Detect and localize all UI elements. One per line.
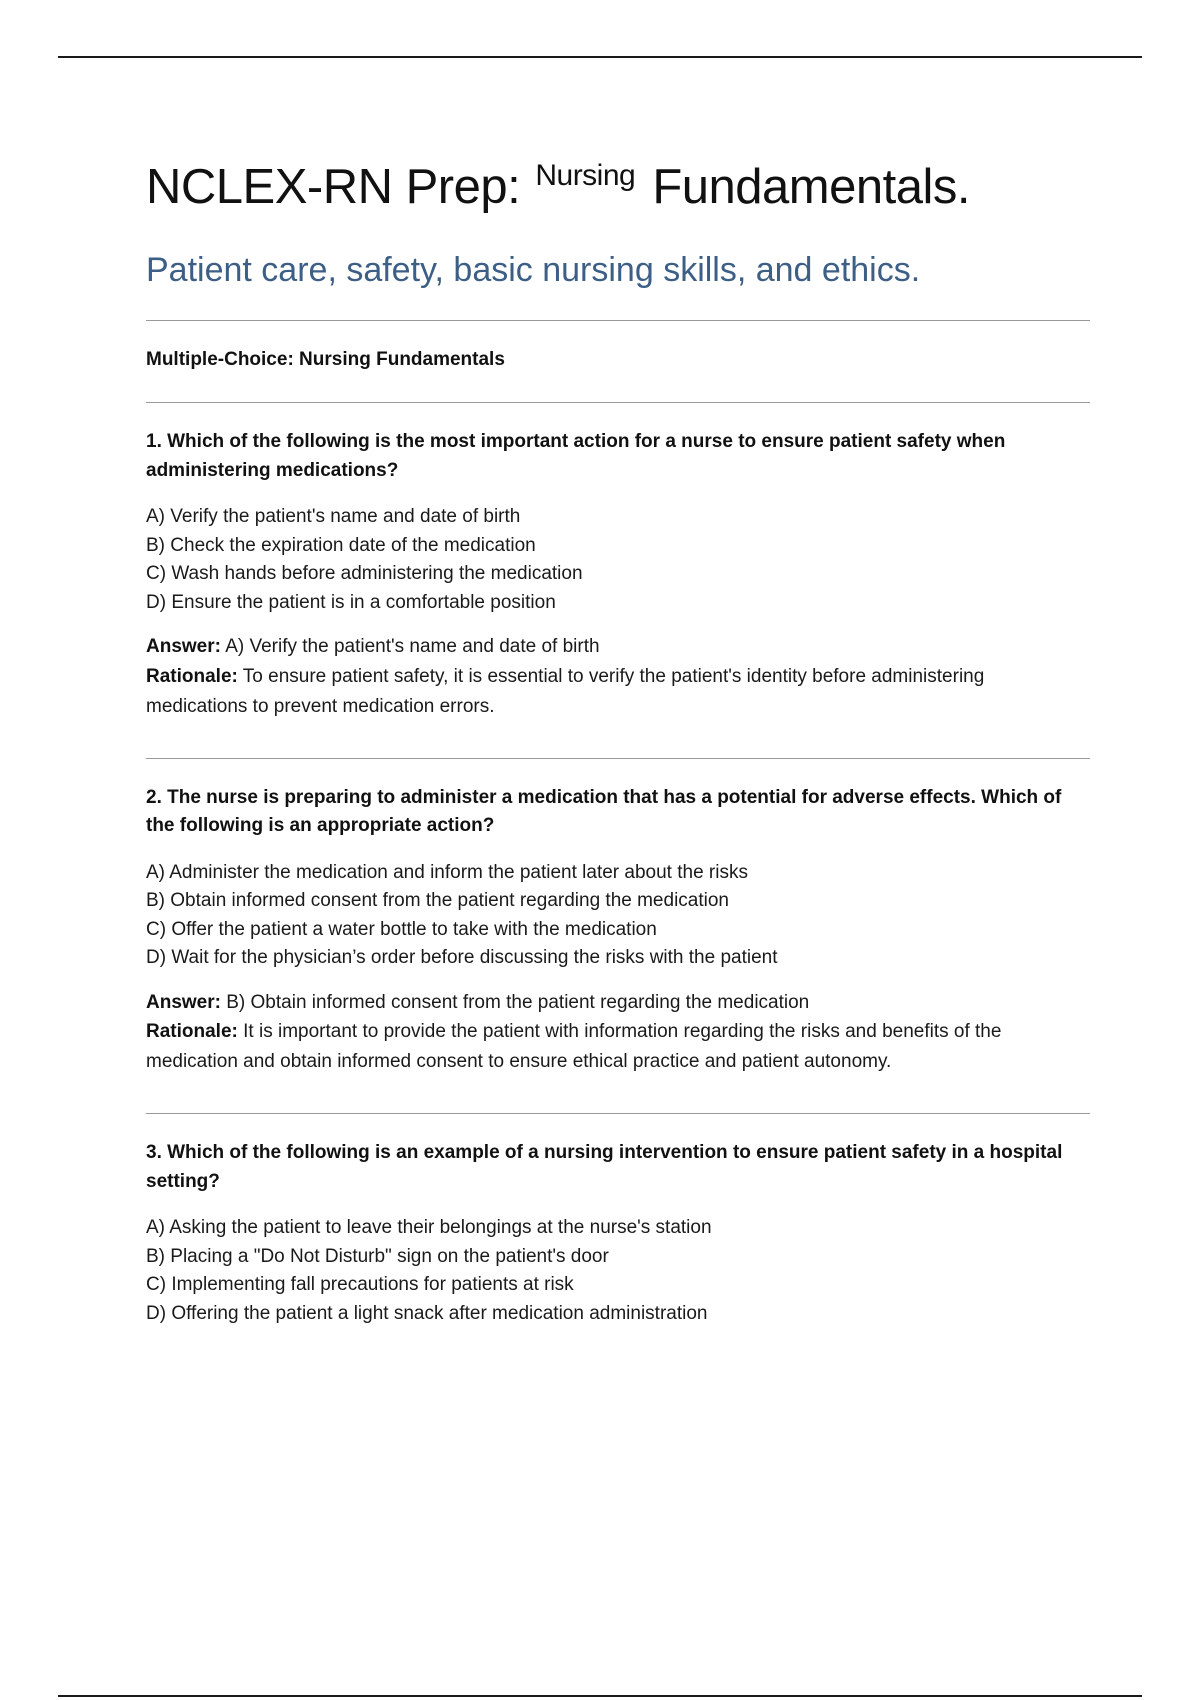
option-a: A) Verify the patient's name and date of birth bbox=[146, 506, 521, 527]
option-d: D) Ensure the patient is in a comfortable position bbox=[146, 591, 556, 613]
answer bbox=[146, 633, 1090, 662]
title-end: Fundamentals. bbox=[652, 160, 970, 214]
answer-label: Answer: bbox=[146, 991, 221, 1013]
rationale-label: Rationale: bbox=[146, 1021, 238, 1042]
option-c: C) Implementing fall precautions for patients at risk bbox=[146, 1274, 574, 1295]
divider bbox=[146, 758, 1090, 759]
rationale-label: Rationale: bbox=[146, 665, 238, 687]
section-label: Multiple-Choice: Nursing Fundamentals bbox=[146, 349, 505, 370]
document-content bbox=[146, 146, 1090, 1328]
option-a: A) Administer the medication and inform the patient later about the risks bbox=[146, 861, 748, 883]
rationale bbox=[146, 1017, 1090, 1077]
options-list bbox=[146, 859, 1090, 973]
question-text: 1. Which of the following is the most important action for a nurse to ensure patient safety when administering medications? bbox=[146, 431, 1006, 481]
option-b: B) Placing a "Do Not Disturb" sign on the patient's door bbox=[146, 1245, 609, 1267]
question-text: 2. The nurse is preparing to administer a medication that has a potential for adverse effects. Which of the following is an appropriate action? bbox=[146, 786, 1062, 836]
answer bbox=[146, 989, 1090, 1018]
question-text: 3. Which of the following is an example of a nursing intervention to ensure patient safety in a hospital setting? bbox=[146, 1142, 1063, 1192]
rationale bbox=[146, 662, 1090, 722]
title-superscript: Nursing bbox=[535, 159, 636, 192]
divider bbox=[146, 402, 1090, 403]
divider bbox=[146, 320, 1090, 321]
page-top-rule bbox=[58, 56, 1142, 58]
question-block-3 bbox=[146, 1139, 1090, 1328]
option-c: C) Offer the patient a water bottle to take with the medication bbox=[146, 918, 657, 940]
answer-label: Answer: bbox=[146, 636, 221, 657]
question-block-1 bbox=[146, 428, 1090, 722]
option-a: A) Asking the patient to leave their belongings at the nurse's station bbox=[146, 1217, 712, 1238]
option-d: D) Offering the patient a light snack after medication administration bbox=[146, 1302, 708, 1324]
option-b: B) Check the expiration date of the medication bbox=[146, 534, 536, 556]
option-b: B) Obtain informed consent from the patient regarding the medication bbox=[146, 890, 729, 911]
option-c: C) Wash hands before administering the medication bbox=[146, 563, 583, 584]
answer-text: A) Verify the patient's name and date of birth bbox=[225, 636, 600, 657]
answer-text: B) Obtain informed consent from the patient regarding the medication bbox=[226, 991, 810, 1013]
page-bottom-rule bbox=[58, 1695, 1142, 1697]
page-subtitle: Patient care, safety, basic nursing skills, and ethics. bbox=[146, 251, 921, 289]
option-d: D) Wait for the physician’s order before discussing the risks with the patient bbox=[146, 947, 778, 968]
divider bbox=[146, 1113, 1090, 1114]
options-list bbox=[146, 1214, 1090, 1328]
options-list bbox=[146, 503, 1090, 617]
page-title bbox=[146, 146, 1090, 217]
rationale-text: It is important to provide the patient with information regarding the risks and benefits of the medication and obtain informed consent to ensure ethical practice and patient autonomy. bbox=[146, 1021, 1002, 1072]
question-block-2 bbox=[146, 784, 1090, 1078]
title-start: NCLEX-RN Prep: bbox=[146, 160, 521, 214]
rationale-text: To ensure patient safety, it is essential to verify the patient's identity before administering medications to prevent medication errors. bbox=[146, 665, 985, 717]
